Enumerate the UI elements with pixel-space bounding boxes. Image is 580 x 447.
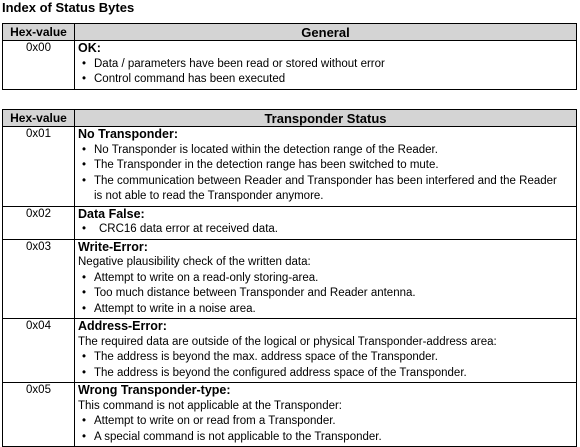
list-item: • No Transponder is located within the detection range of the Reader. [78, 143, 576, 159]
status-title: OK: [78, 41, 101, 55]
hex-value-cell: 0x05 [3, 383, 75, 447]
list-item: • The address is beyond the max. address space of the Transponder. [78, 350, 576, 366]
status-description: Negative plausibility check of the written data: [78, 256, 311, 268]
table-row [3, 127, 577, 207]
list-item: • Attempt to write on or read from a Transponder. [78, 414, 576, 430]
table-row [3, 206, 577, 239]
description-cell [75, 206, 577, 239]
status-title: Data False: [78, 206, 145, 221]
list-item: • Data / parameters have been read or stored without error [78, 57, 576, 73]
page-title: Index of Status Bytes [2, 0, 135, 15]
hex-value-cell: 0x01 [3, 127, 75, 207]
bullet-list [78, 57, 576, 88]
status-description: The required data are outside of the logical or physical Transponder-address area: [78, 335, 497, 348]
table-row [3, 319, 577, 383]
table-header-row [3, 110, 577, 127]
table-row [3, 383, 577, 447]
status-title: Address-Error: [78, 319, 167, 333]
status-title: No Transponder: [78, 127, 179, 141]
list-item: • The address is beyond the configured address space of the Transponder. [78, 366, 576, 382]
general-status-table [2, 23, 577, 90]
list-item: • The Transponder in the detection range has been switched to mute. [78, 158, 576, 174]
list-item-line: is not able to read the Transponder anymore. [94, 190, 324, 202]
description-cell [75, 41, 577, 90]
hex-value-cell: 0x04 [3, 319, 75, 383]
list-item [78, 174, 576, 205]
list-item: • A special command is not applicable to the Transponder. [78, 430, 576, 446]
status-title: Write-Error: [78, 239, 148, 254]
description-cell [75, 127, 577, 207]
bullet-list [78, 350, 576, 381]
bullet-list [78, 271, 576, 318]
general-header: General [75, 24, 577, 41]
hex-value-cell: 0x03 [3, 239, 75, 319]
bullet-list [78, 143, 576, 205]
description-cell [75, 239, 577, 319]
transponder-status-header: Transponder Status [75, 110, 577, 127]
description-cell [75, 319, 577, 383]
list-item: • Control command has been executed [78, 72, 576, 88]
table-row [3, 239, 577, 319]
status-title: Wrong Transponder-type: [78, 383, 231, 397]
description-cell [75, 383, 577, 447]
list-item: • Attempt to write in a noise area. [78, 302, 576, 318]
list-item: • CRC16 data error at received data. [78, 222, 576, 238]
status-description: This command is not applicable at the Transponder: [78, 399, 343, 412]
list-item: • Attempt to write on a read-only storing-area. [78, 271, 576, 287]
bullet-list [78, 222, 576, 238]
hex-value-cell: 0x02 [3, 206, 75, 239]
table-row [3, 41, 577, 90]
transponder-status-table [2, 109, 577, 447]
list-item: • Too much distance between Transponder and Reader antenna. [78, 286, 576, 302]
hex-value-cell: 0x00 [3, 41, 75, 90]
hex-value-header: Hex-value [3, 110, 75, 127]
list-item-line: The communication between Reader and Transponder has been interfered and the Reader [94, 174, 557, 187]
hex-value-header: Hex-value [3, 24, 75, 41]
table-header-row [3, 24, 577, 41]
